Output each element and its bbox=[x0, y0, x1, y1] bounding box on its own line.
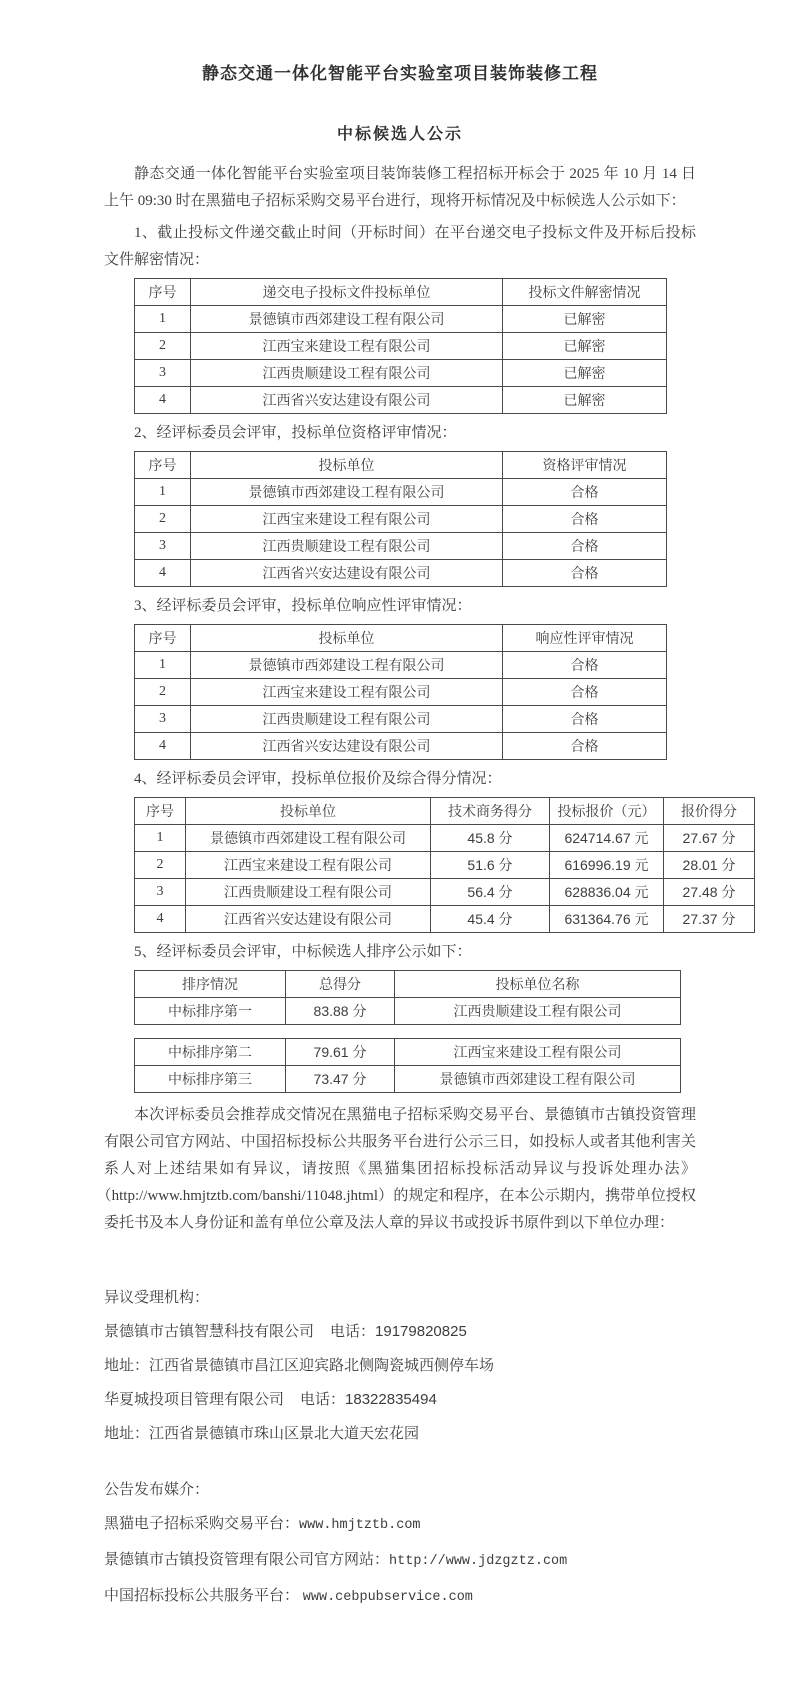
cell-rank: 中标排序第三 bbox=[135, 1066, 286, 1093]
cell-bidder: 江西贵顺建设工程有限公司 bbox=[191, 360, 503, 387]
table-row bbox=[135, 560, 667, 587]
cell-price-score: 27.48 分 bbox=[664, 879, 755, 906]
table-header-row bbox=[135, 971, 681, 998]
cell-result: 合格 bbox=[503, 479, 667, 506]
cell-bidder: 江西贵顺建设工程有限公司 bbox=[191, 533, 503, 560]
cell-total-score: 79.61 分 bbox=[286, 1039, 395, 1066]
cell-status: 已解密 bbox=[503, 387, 667, 414]
table-header-row bbox=[135, 798, 755, 825]
header-status: 投标文件解密情况 bbox=[503, 279, 667, 306]
cell-seq: 1 bbox=[135, 825, 186, 852]
header-tech-score: 技术商务得分 bbox=[431, 798, 550, 825]
cell-tech-score: 45.8 分 bbox=[431, 825, 550, 852]
phone-number: 19179820825 bbox=[375, 1323, 467, 1340]
closing-text-1: 本次评标委员会推荐成交情况在黑猫电子招标采购交易平台、景德镇市古镇投资管理有限公司官方网站、中国招标投标公共服务平台进行公示三日，如投标人或者其他利害关系人对上述结果如有异议，请按照《黑猫集团招标投标活动异议与投诉处理办法》 bbox=[104, 1107, 696, 1177]
cell-result: 合格 bbox=[503, 679, 667, 706]
cell-total-score: 83.88 分 bbox=[286, 998, 395, 1025]
section-5-heading: 5、经评标委员会评审，中标候选人排序公示如下： bbox=[134, 944, 472, 960]
cell-bidder: 江西省兴安达建设有限公司 bbox=[191, 733, 503, 760]
cell-bidder: 江西宝来建设工程有限公司 bbox=[191, 506, 503, 533]
header-result: 响应性评审情况 bbox=[503, 625, 667, 652]
cell-bidder: 江西贵顺建设工程有限公司 bbox=[191, 706, 503, 733]
cell-bidder: 江西省兴安达建设有限公司 bbox=[191, 387, 503, 414]
document-subtitle: 中标候选人公示 bbox=[336, 126, 463, 143]
table-row bbox=[135, 1066, 681, 1093]
table-row bbox=[135, 533, 667, 560]
header-total-score: 总得分 bbox=[286, 971, 395, 998]
dispute-office-address-1: 地址：江西省景德镇市昌江区迎宾路北侧陶瓷城西侧停车场 bbox=[104, 1358, 495, 1374]
media-item bbox=[104, 1579, 696, 1615]
dispute-office-address-2: 地址：江西省景德镇市珠山区景北大道天宏花园 bbox=[104, 1426, 420, 1442]
cell-bidder: 江西宝来建设工程有限公司 bbox=[191, 679, 503, 706]
cell-bidder: 景德镇市西郊建设工程有限公司 bbox=[191, 306, 503, 333]
cell-result: 合格 bbox=[503, 506, 667, 533]
phone-label: 电话： bbox=[300, 1392, 346, 1408]
cell-seq: 4 bbox=[135, 906, 186, 933]
dispute-office-org-2 bbox=[104, 1383, 696, 1417]
cell-status: 已解密 bbox=[503, 360, 667, 387]
cell-price-score: 27.67 分 bbox=[664, 825, 755, 852]
media-url: www.hmjtztb.com bbox=[299, 1518, 421, 1533]
table-row bbox=[135, 479, 667, 506]
closing-paragraph bbox=[104, 1102, 696, 1237]
cell-seq: 1 bbox=[135, 479, 191, 506]
header-result: 资格评审情况 bbox=[503, 452, 667, 479]
cell-rank: 中标排序第一 bbox=[135, 998, 286, 1025]
media-item bbox=[104, 1543, 696, 1579]
media-heading: 公告发布媒介： bbox=[104, 1482, 210, 1498]
cell-seq: 3 bbox=[135, 533, 191, 560]
table-row bbox=[135, 706, 667, 733]
cell-seq: 2 bbox=[135, 333, 191, 360]
table-row bbox=[135, 825, 755, 852]
phone-label: 电话： bbox=[330, 1324, 376, 1340]
cell-seq: 3 bbox=[135, 706, 191, 733]
header-seq: 序号 bbox=[135, 798, 186, 825]
rules-url: （http://www.hmjtztb.com/banshi/11048.jhtml） bbox=[104, 1188, 394, 1204]
table-row bbox=[135, 652, 667, 679]
header-price-score: 报价得分 bbox=[664, 798, 755, 825]
table-header-row bbox=[135, 625, 667, 652]
cell-bidder: 景德镇市西郊建设工程有限公司 bbox=[191, 652, 503, 679]
header-seq: 序号 bbox=[135, 279, 191, 306]
cell-bidder: 江西宝来建设工程有限公司 bbox=[191, 333, 503, 360]
cell-seq: 1 bbox=[135, 306, 191, 333]
cell-bidder: 江西贵顺建设工程有限公司 bbox=[186, 879, 431, 906]
table-row bbox=[135, 360, 667, 387]
media-url: http://www.jdzgztz.com bbox=[389, 1554, 568, 1569]
table-row bbox=[135, 852, 755, 879]
table-row bbox=[135, 306, 667, 333]
cell-seq: 1 bbox=[135, 652, 191, 679]
cell-price-score: 28.01 分 bbox=[664, 852, 755, 879]
cell-seq: 3 bbox=[135, 360, 191, 387]
media-label: 景德镇市古镇投资管理有限公司官方网站： bbox=[104, 1552, 390, 1568]
section-4-heading: 4、经评标委员会评审，投标单位报价及综合得分情况： bbox=[134, 771, 502, 787]
cell-seq: 2 bbox=[135, 506, 191, 533]
header-bidder-name: 投标单位名称 bbox=[395, 971, 681, 998]
cell-seq: 4 bbox=[135, 733, 191, 760]
cell-seq: 4 bbox=[135, 560, 191, 587]
cell-bidder-name: 江西贵顺建设工程有限公司 bbox=[395, 998, 681, 1025]
table-row bbox=[135, 998, 681, 1025]
cell-bid-price: 624714.67 元 bbox=[550, 825, 664, 852]
cell-seq: 2 bbox=[135, 679, 191, 706]
decrypt-status-table bbox=[134, 278, 667, 414]
cell-tech-score: 45.4 分 bbox=[431, 906, 550, 933]
cell-price-score: 27.37 分 bbox=[664, 906, 755, 933]
cell-bid-price: 616996.19 元 bbox=[550, 852, 664, 879]
media-label: 黑猫电子招标采购交易平台： bbox=[104, 1516, 300, 1532]
section-3-heading: 3、经评标委员会评审，投标单位响应性评审情况： bbox=[134, 598, 472, 614]
cell-seq: 3 bbox=[135, 879, 186, 906]
cell-bidder: 景德镇市西郊建设工程有限公司 bbox=[186, 825, 431, 852]
org-name: 华夏城投项目管理有限公司 bbox=[104, 1392, 285, 1408]
header-rank: 排序情况 bbox=[135, 971, 286, 998]
cell-result: 合格 bbox=[503, 533, 667, 560]
table-row bbox=[135, 333, 667, 360]
media-label: 中国招标投标公共服务平台： bbox=[104, 1588, 300, 1604]
qualification-table bbox=[134, 451, 667, 587]
cell-bidder-name: 江西宝来建设工程有限公司 bbox=[395, 1039, 681, 1066]
cell-result: 合格 bbox=[503, 733, 667, 760]
score-table bbox=[134, 797, 755, 933]
media-item bbox=[104, 1507, 696, 1543]
cell-result: 合格 bbox=[503, 560, 667, 587]
cell-tech-score: 51.6 分 bbox=[431, 852, 550, 879]
header-bidder: 投标单位 bbox=[191, 625, 503, 652]
cell-status: 已解密 bbox=[503, 306, 667, 333]
dispute-office-block bbox=[104, 1281, 696, 1451]
cell-result: 合格 bbox=[503, 652, 667, 679]
publication-media-block bbox=[104, 1473, 696, 1615]
ranking-table-first bbox=[134, 970, 681, 1025]
closing-text-2: 的规定和程序，在本公示期内，携带单位授权委托书及本人身份证和盖有单位公章及法人章的异议书或投诉书原件到以下单位办理： bbox=[104, 1188, 697, 1231]
cell-seq: 4 bbox=[135, 387, 191, 414]
table-row bbox=[135, 733, 667, 760]
table-row bbox=[135, 1039, 681, 1066]
table-row bbox=[135, 879, 755, 906]
cell-bidder: 景德镇市西郊建设工程有限公司 bbox=[191, 479, 503, 506]
header-bid-price: 投标报价（元） bbox=[550, 798, 664, 825]
cell-tech-score: 56.4 分 bbox=[431, 879, 550, 906]
cell-status: 已解密 bbox=[503, 333, 667, 360]
section-1-heading: 1、截止投标文件递交截止时间（开标时间）在平台递交电子投标文件及开标后投标文件解密情况： bbox=[104, 225, 696, 268]
media-url: www.cebpubservice.com bbox=[302, 1590, 473, 1605]
cell-result: 合格 bbox=[503, 706, 667, 733]
dispute-office-heading: 异议受理机构： bbox=[104, 1290, 210, 1306]
cell-bid-price: 631364.76 元 bbox=[550, 906, 664, 933]
header-bidder: 投标单位 bbox=[186, 798, 431, 825]
table-row bbox=[135, 906, 755, 933]
header-bidder: 投标单位 bbox=[191, 452, 503, 479]
intro-paragraph: 静态交通一体化智能平台实验室项目装饰装修工程招标开标会于 2025 年 10 月 14 日上午 09:30 时在黑猫电子招标采购交易平台进行，现将开标情况及中标候选人公示如下： bbox=[104, 166, 696, 209]
header-seq: 序号 bbox=[135, 452, 191, 479]
header-bidder: 递交电子投标文件投标单位 bbox=[191, 279, 503, 306]
cell-seq: 2 bbox=[135, 852, 186, 879]
section-2-heading: 2、经评标委员会评审，投标单位资格评审情况： bbox=[134, 425, 457, 441]
cell-bidder: 江西宝来建设工程有限公司 bbox=[186, 852, 431, 879]
table-row bbox=[135, 506, 667, 533]
responsiveness-table bbox=[134, 624, 667, 760]
table-header-row bbox=[135, 452, 667, 479]
table-row bbox=[135, 387, 667, 414]
cell-bid-price: 628836.04 元 bbox=[550, 879, 664, 906]
phone-number: 18322835494 bbox=[345, 1391, 437, 1408]
cell-rank: 中标排序第二 bbox=[135, 1039, 286, 1066]
org-name: 景德镇市古镇智慧科技有限公司 bbox=[104, 1324, 315, 1340]
table-header-row bbox=[135, 279, 667, 306]
table-row bbox=[135, 679, 667, 706]
dispute-office-org-1 bbox=[104, 1315, 696, 1349]
document-title: 静态交通一体化智能平台实验室项目装饰装修工程 bbox=[202, 64, 598, 83]
header-seq: 序号 bbox=[135, 625, 191, 652]
ranking-table-rest bbox=[134, 1038, 681, 1093]
cell-bidder: 江西省兴安达建设有限公司 bbox=[186, 906, 431, 933]
cell-bidder: 江西省兴安达建设有限公司 bbox=[191, 560, 503, 587]
cell-bidder-name: 景德镇市西郊建设工程有限公司 bbox=[395, 1066, 681, 1093]
cell-total-score: 73.47 分 bbox=[286, 1066, 395, 1093]
